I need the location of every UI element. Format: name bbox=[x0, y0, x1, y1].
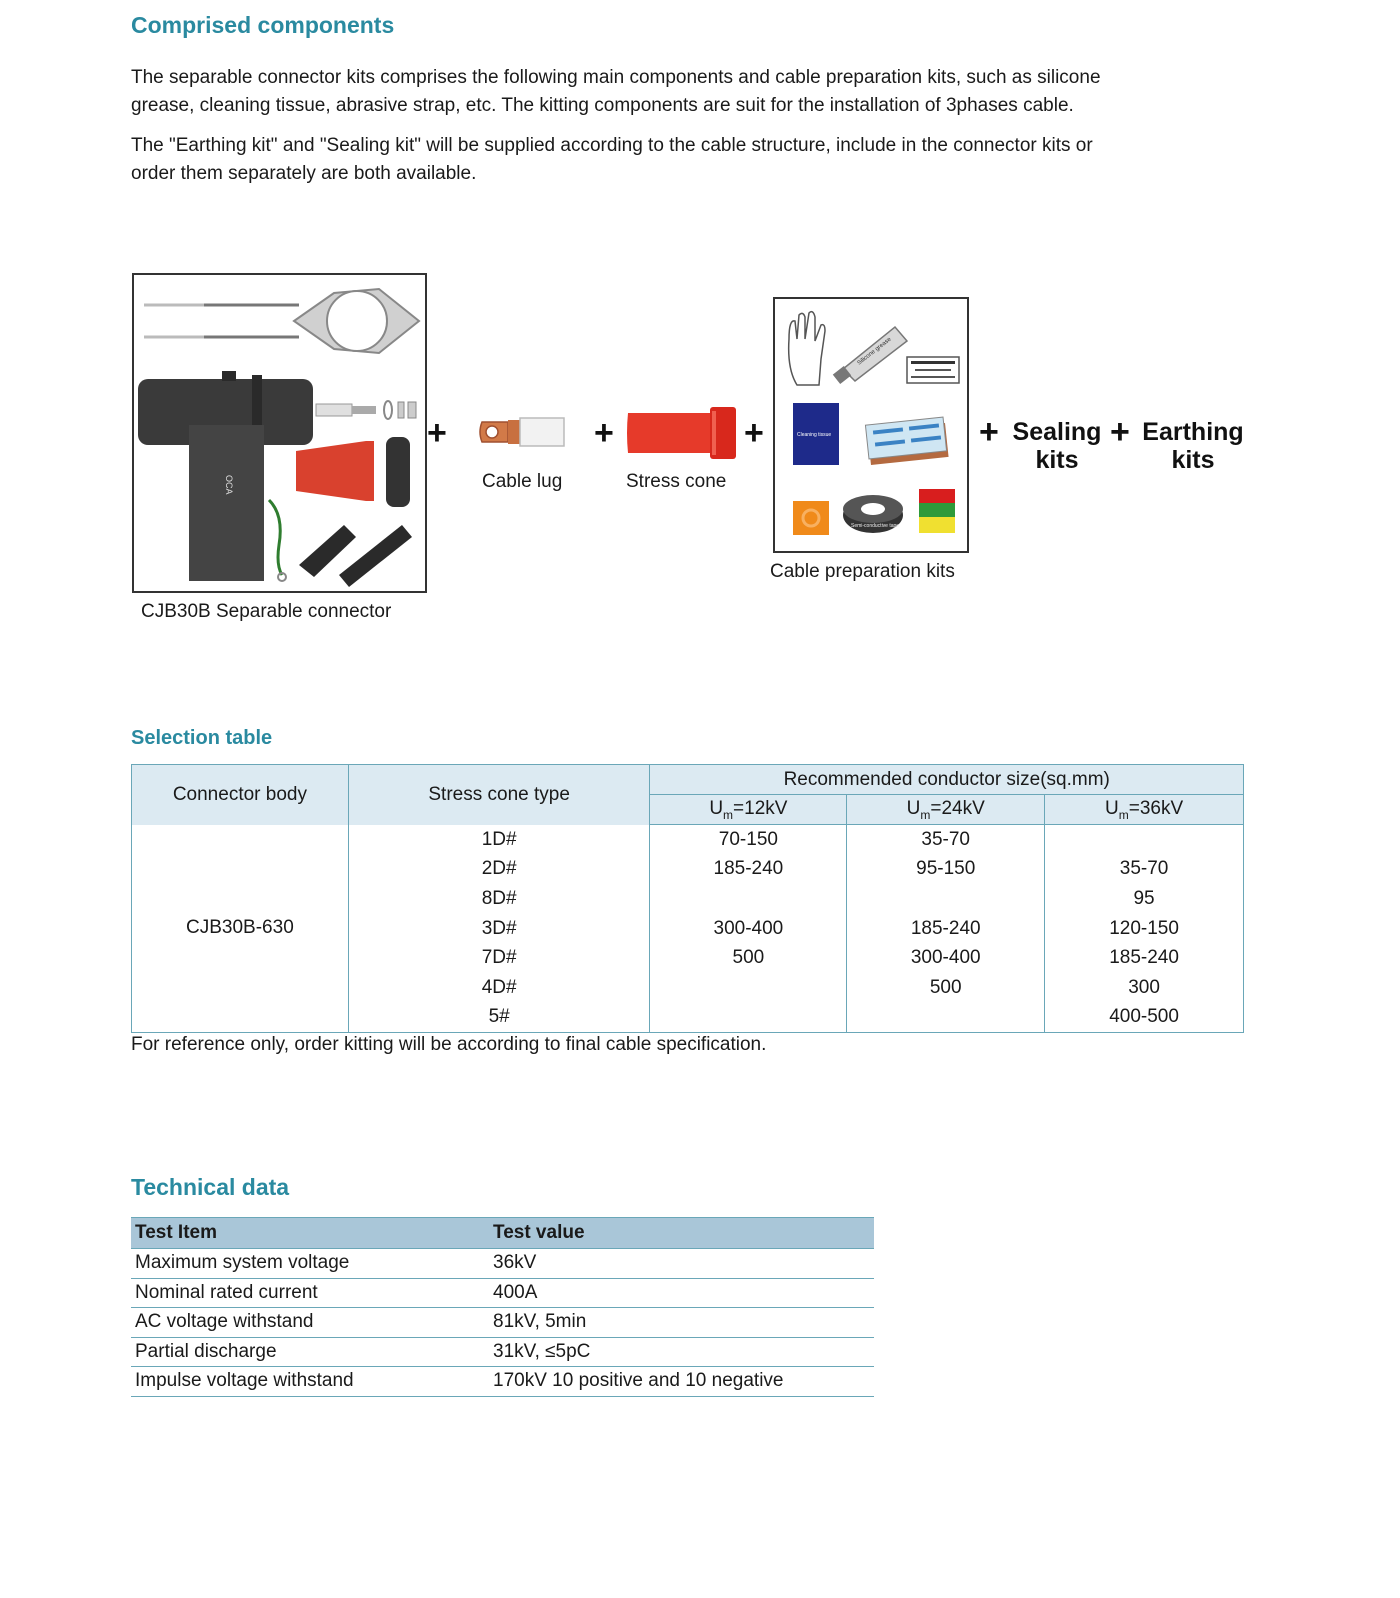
size-24kv-cell: 185-240 bbox=[847, 914, 1045, 944]
header-um-36kv: $U_m=36kV$ bbox=[1045, 795, 1244, 825]
test-value-cell: 400A bbox=[489, 1278, 874, 1308]
header-um-24kv: $U_m=24kV$ bbox=[847, 795, 1045, 825]
svg-text:Silicone grease: Silicone grease bbox=[856, 336, 893, 367]
svg-text:Semi-conductive tape: Semi-conductive tape bbox=[851, 523, 900, 529]
header-test-item: Test Item bbox=[131, 1218, 489, 1249]
test-item-cell: Partial discharge bbox=[131, 1337, 489, 1367]
phase-tape-icon bbox=[919, 489, 955, 503]
size-36kv-cell bbox=[1045, 825, 1244, 855]
test-value-cell: 31kV, ≤5pC bbox=[489, 1337, 874, 1367]
cable-lug-icon bbox=[478, 414, 568, 450]
earthing-kits-label bbox=[1141, 418, 1245, 474]
sealing-kits-label bbox=[1010, 418, 1104, 474]
sealing-line: kits bbox=[1035, 446, 1079, 474]
stress-cone-cell: 4D# bbox=[348, 973, 650, 1003]
cable-preparation-kits-image bbox=[773, 297, 969, 553]
section-title-technical: Technical data bbox=[131, 1174, 290, 1200]
stress-cone-cell: 3D# bbox=[348, 914, 650, 944]
table-row bbox=[131, 1367, 874, 1397]
sealing-line: Sealing bbox=[1012, 418, 1102, 446]
size-12kv-cell: 185-240 bbox=[650, 855, 847, 885]
end-cap-icon bbox=[386, 437, 410, 507]
table-header-row bbox=[131, 1218, 874, 1249]
intro-paragraph-1 bbox=[131, 64, 1271, 120]
plus-sign: + bbox=[1110, 413, 1130, 451]
separable-connector-image bbox=[132, 273, 427, 593]
size-12kv-cell: 300-400 bbox=[650, 914, 847, 944]
selection-note: For reference only, order kitting will be according to final cable specification. bbox=[131, 1034, 767, 1055]
cable-preparation-kits-illustration bbox=[775, 299, 967, 551]
stress-cone-cell: 8D# bbox=[348, 884, 650, 914]
size-24kv-cell: 95-150 bbox=[847, 855, 1045, 885]
section-title-components: Comprised components bbox=[131, 12, 395, 38]
size-24kv-cell: 300-400 bbox=[847, 943, 1045, 973]
stress-cone-red-icon bbox=[296, 441, 374, 501]
earthing-line: Earthing bbox=[1142, 418, 1244, 446]
connector-body-cell: CJB30B-630 bbox=[186, 917, 294, 939]
plus-sign: + bbox=[594, 414, 614, 452]
header-connector-body: Connector body bbox=[132, 765, 349, 825]
prep-kits-caption: Cable preparation kits bbox=[770, 561, 955, 582]
size-36kv-cell: 300 bbox=[1045, 973, 1244, 1003]
svg-text:Cleaning tissue: Cleaning tissue bbox=[797, 432, 832, 438]
stress-cone-cell: 7D# bbox=[348, 943, 650, 973]
earthing-line: kits bbox=[1171, 446, 1215, 474]
size-12kv-cell bbox=[650, 884, 847, 914]
paragraph-line: The separable connector kits comprises the following main components and cable preparation kits, such as silicone bbox=[131, 67, 1101, 88]
test-item-cell: Nominal rated current bbox=[131, 1278, 489, 1308]
connector-caption: CJB30B Separable connector bbox=[141, 601, 392, 622]
nut-icon bbox=[398, 402, 404, 418]
size-36kv-cell: 185-240 bbox=[1045, 943, 1244, 973]
earth-wire-icon bbox=[269, 500, 282, 575]
selection-table bbox=[131, 764, 1244, 1033]
table-row bbox=[131, 1337, 874, 1367]
size-36kv-cell: 95 bbox=[1045, 884, 1244, 914]
size-24kv-cell bbox=[847, 1003, 1045, 1033]
stud-icon bbox=[316, 404, 352, 416]
test-item-cell: AC voltage withstand bbox=[131, 1308, 489, 1338]
plus-sign: + bbox=[979, 413, 999, 451]
plus-sign: + bbox=[427, 414, 447, 452]
separable-connector-illustration bbox=[134, 275, 425, 591]
header-um-12kv: $U_m=12kV$ bbox=[650, 795, 847, 825]
header-test-value: Test value bbox=[489, 1218, 874, 1249]
cable-lug-caption: Cable lug bbox=[482, 471, 563, 492]
size-12kv-cell: 500 bbox=[650, 943, 847, 973]
plus-sign: + bbox=[744, 414, 764, 452]
paragraph-line: The "Earthing kit" and "Sealing kit" will be supplied according to the cable structure, include in the connector kits or bbox=[131, 135, 1093, 156]
test-item-cell: Maximum system voltage bbox=[131, 1249, 489, 1279]
test-value-cell: 36kV bbox=[489, 1249, 874, 1279]
paragraph-line: order them separately are both available. bbox=[131, 163, 477, 184]
stress-cone-caption: Stress cone bbox=[626, 471, 727, 492]
section-title-selection: Selection table bbox=[131, 727, 273, 749]
technical-table bbox=[131, 1217, 874, 1397]
test-value-cell: 170kV 10 positive and 10 negative bbox=[489, 1367, 874, 1397]
stress-cone-cell: 5# bbox=[348, 1003, 650, 1033]
paragraph-line: grease, cleaning tissue, abrasive strap, etc. The kitting components are suit for the installation of 3phases cable. bbox=[131, 95, 1074, 116]
table-row bbox=[131, 1308, 874, 1338]
size-36kv-cell: 35-70 bbox=[1045, 855, 1244, 885]
abrasive-strap-icon bbox=[793, 501, 829, 535]
size-36kv-cell: 120-150 bbox=[1045, 914, 1244, 944]
stress-cone-cell: 2D# bbox=[348, 855, 650, 885]
body-logo: OCA bbox=[224, 475, 234, 495]
test-value-cell: 81kV, 5min bbox=[489, 1308, 874, 1338]
gloves-icon bbox=[789, 312, 825, 385]
table-row bbox=[131, 1278, 874, 1308]
table-row bbox=[131, 1249, 874, 1279]
size-24kv-cell: 35-70 bbox=[847, 825, 1045, 855]
size-12kv-cell bbox=[650, 1003, 847, 1033]
size-36kv-cell: 400-500 bbox=[1045, 1003, 1244, 1033]
test-item-cell: Impulse voltage withstand bbox=[131, 1367, 489, 1397]
washer-icon bbox=[384, 401, 392, 419]
stress-cone-cell: 1D# bbox=[348, 825, 650, 855]
size-24kv-cell: 500 bbox=[847, 973, 1045, 1003]
size-12kv-cell: 70-150 bbox=[650, 825, 847, 855]
size-24kv-cell bbox=[847, 884, 1045, 914]
header-stress-cone-type: Stress cone type bbox=[348, 765, 650, 825]
header-recommended-size: Recommended conductor size(sq.mm) bbox=[650, 765, 1244, 795]
size-12kv-cell bbox=[650, 973, 847, 1003]
stress-cone-icon bbox=[626, 405, 738, 461]
intro-paragraph-2 bbox=[131, 132, 1271, 188]
table-row bbox=[132, 825, 1244, 855]
